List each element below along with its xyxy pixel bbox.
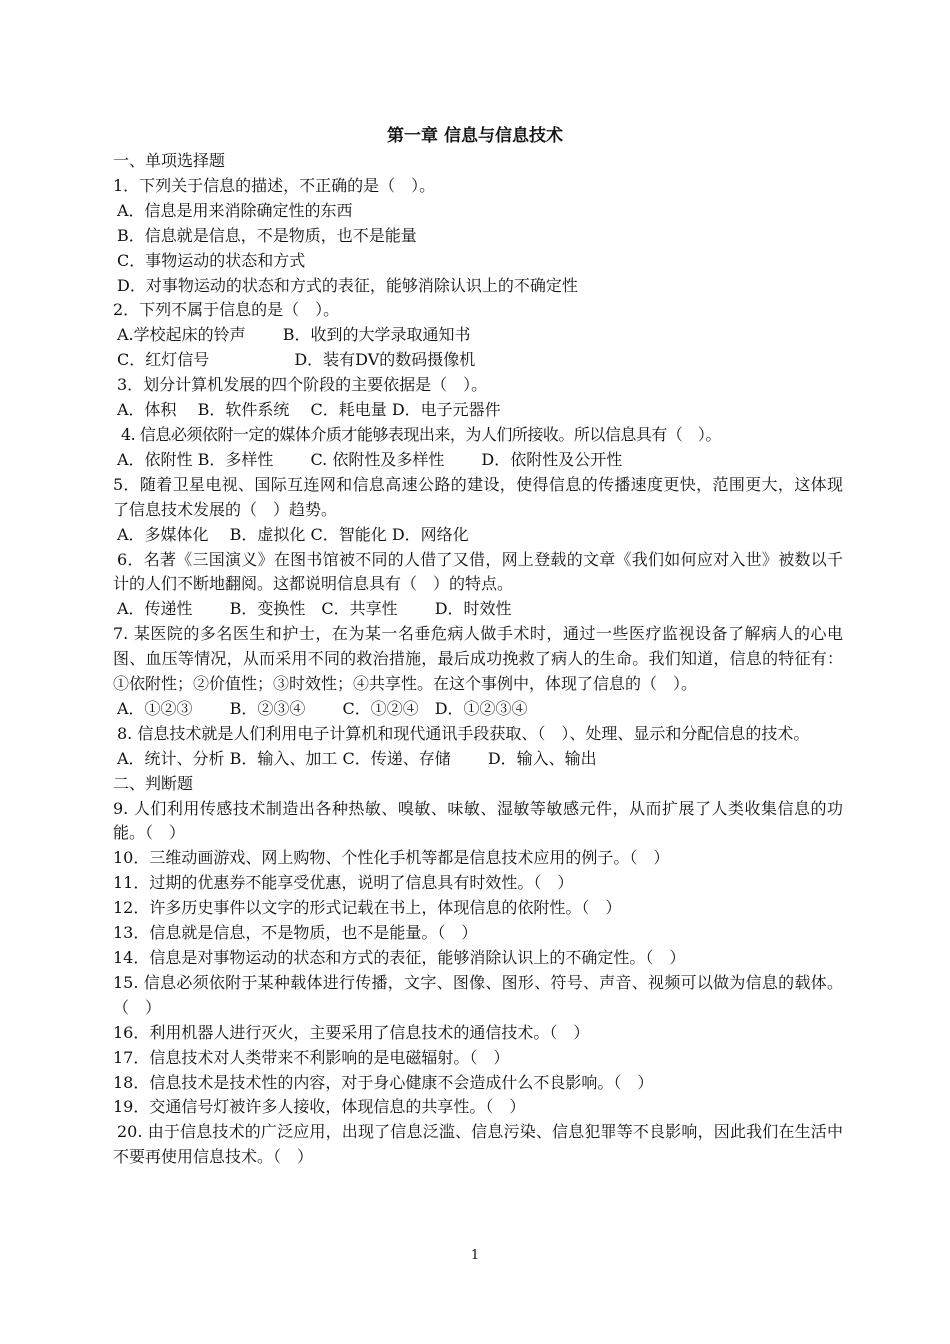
question-2-options-cd: C．红灯信号 D．装有DV的数码摄像机 bbox=[117, 350, 476, 370]
question-12: 12．许多历史事件以文字的形式记载在书上，体现信息的依附性。（ ） bbox=[113, 898, 622, 918]
question-1-option-c: C．事物运动的状态和方式 bbox=[117, 250, 306, 270]
question-3-options: A．体积 B．软件系统 C．耗电量 D．电子元器件 bbox=[117, 400, 501, 420]
question-5: 5．随着卫星电视、国际互连网和信息高速公路的建设，使得信息的传播速度更快，范围更大，这体现了信息技术发展的（ ）趋势。 bbox=[113, 474, 843, 519]
question-4-options: A．依附性 B．多样性 C. 依附性及多样性 D．依附性及公开性 bbox=[117, 449, 623, 469]
question-1-option-a: A．信息是用来消除确定性的东西 bbox=[117, 200, 353, 220]
question-19: 19．交通信号灯被许多人接收，体现信息的共享性。（ ） bbox=[113, 1097, 526, 1117]
question-17: 17．信息技术对人类带来不利影响的是电磁辐射。（ ） bbox=[113, 1047, 510, 1067]
question-7-options: A．①②③ B．②③④ C．①②④ D．①②③④ bbox=[117, 698, 528, 718]
question-15: 15. 信息必须依附于某种载体进行传播，文字、图像、图形、符号、声音、视频可以做为信息的载体。（ ） bbox=[113, 972, 843, 1017]
question-2: 2．下列不属于信息的是（ ）。 bbox=[113, 300, 340, 320]
question-18: 18．信息技术是技术性的内容，对于身心健康不会造成什么不良影响。（ ） bbox=[113, 1072, 654, 1092]
question-6: 6．名著《三国演义》在图书馆被不同的人借了又借，网上登载的文章《我们如何应对入世》被数以千计的人们不断地翻阅。这都说明信息具有（ ）的特点。 bbox=[113, 549, 843, 594]
question-5-options: A．多媒体化 B．虚拟化 C．智能化 D．网络化 bbox=[117, 524, 469, 544]
question-8: 8. 信息技术就是人们利用电子计算机和现代通讯手段获取、（ ）、处理、显示和分配信息的技术。 bbox=[117, 723, 810, 743]
question-10: 10．三维动画游戏、网上购物、个性化手机等都是信息技术应用的例子。（ ） bbox=[113, 848, 670, 868]
section-heading-true-false: 二、判断题 bbox=[113, 773, 194, 793]
question-8-options: A．统计、分析 B．输入、加工 C．传递、存储 D．输入、输出 bbox=[117, 748, 597, 768]
question-6-options: A．传递性 B．变换性 C．共享性 D．时效性 bbox=[117, 599, 512, 619]
question-2-options-ab: A.学校起床的铃声 B．收到的大学录取通知书 bbox=[117, 325, 471, 345]
question-13: 13．信息就是信息，不是物质，也不是能量。（ ） bbox=[113, 923, 478, 943]
question-11: 11．过期的优惠券不能享受优惠，说明了信息具有时效性。（ ） bbox=[113, 873, 574, 893]
question-16: 16．利用机器人进行灭火，主要采用了信息技术的通信技术。（ ） bbox=[113, 1022, 590, 1042]
question-4: 4. 信息必须依附一定的媒体介质才能够表现出来，为人们所接收。所以信息具有（ ）。 bbox=[121, 424, 721, 444]
question-1-option-d: D．对事物运动的状态和方式的表征，能够消除认识上的不确定性 bbox=[117, 275, 578, 295]
document-body bbox=[113, 149, 843, 1170]
question-9: 9. 人们利用传感技术制造出各种热敏、嗅敏、味敏、湿敏等敏感元件，从而扩展了人类收集信息的功能。（ ） bbox=[113, 798, 843, 843]
question-14: 14．信息是对事物运动的状态和方式的表征，能够消除认识上的不确定性。（ ） bbox=[113, 948, 686, 967]
question-1: 1．下列关于信息的描述，不正确的是（ ）。 bbox=[113, 175, 436, 195]
section-heading-single-choice: 一、单项选择题 bbox=[113, 151, 226, 170]
question-3: 3．划分计算机发展的四个阶段的主要依据是（ ）。 bbox=[117, 375, 488, 395]
chapter-title: 第一章 信息与信息技术 bbox=[387, 126, 563, 146]
question-7: 7. 某医院的多名医生和护士，在为某一名垂危病人做手术时，通过一些医疗监视设备了解病人的心电图、血压等情况，从而采用不同的救治措施，最后成功挽救了病人的生命。我们知道，信息的特征有：①依附性；②价值性；③时效性；④共享性。在这个事例中，体现了信息的（ ）。 bbox=[113, 624, 843, 694]
question-1-option-b: B．信息就是信息，不是物质，也不是能量 bbox=[117, 225, 417, 245]
question-20: 20. 由于信息技术的广泛应用，出现了信息泛滥、信息污染、信息犯罪等不良影响，因此我们在生活中不要再使用信息技术。（ ） bbox=[113, 1122, 843, 1167]
page-number: 1 bbox=[470, 1248, 480, 1263]
